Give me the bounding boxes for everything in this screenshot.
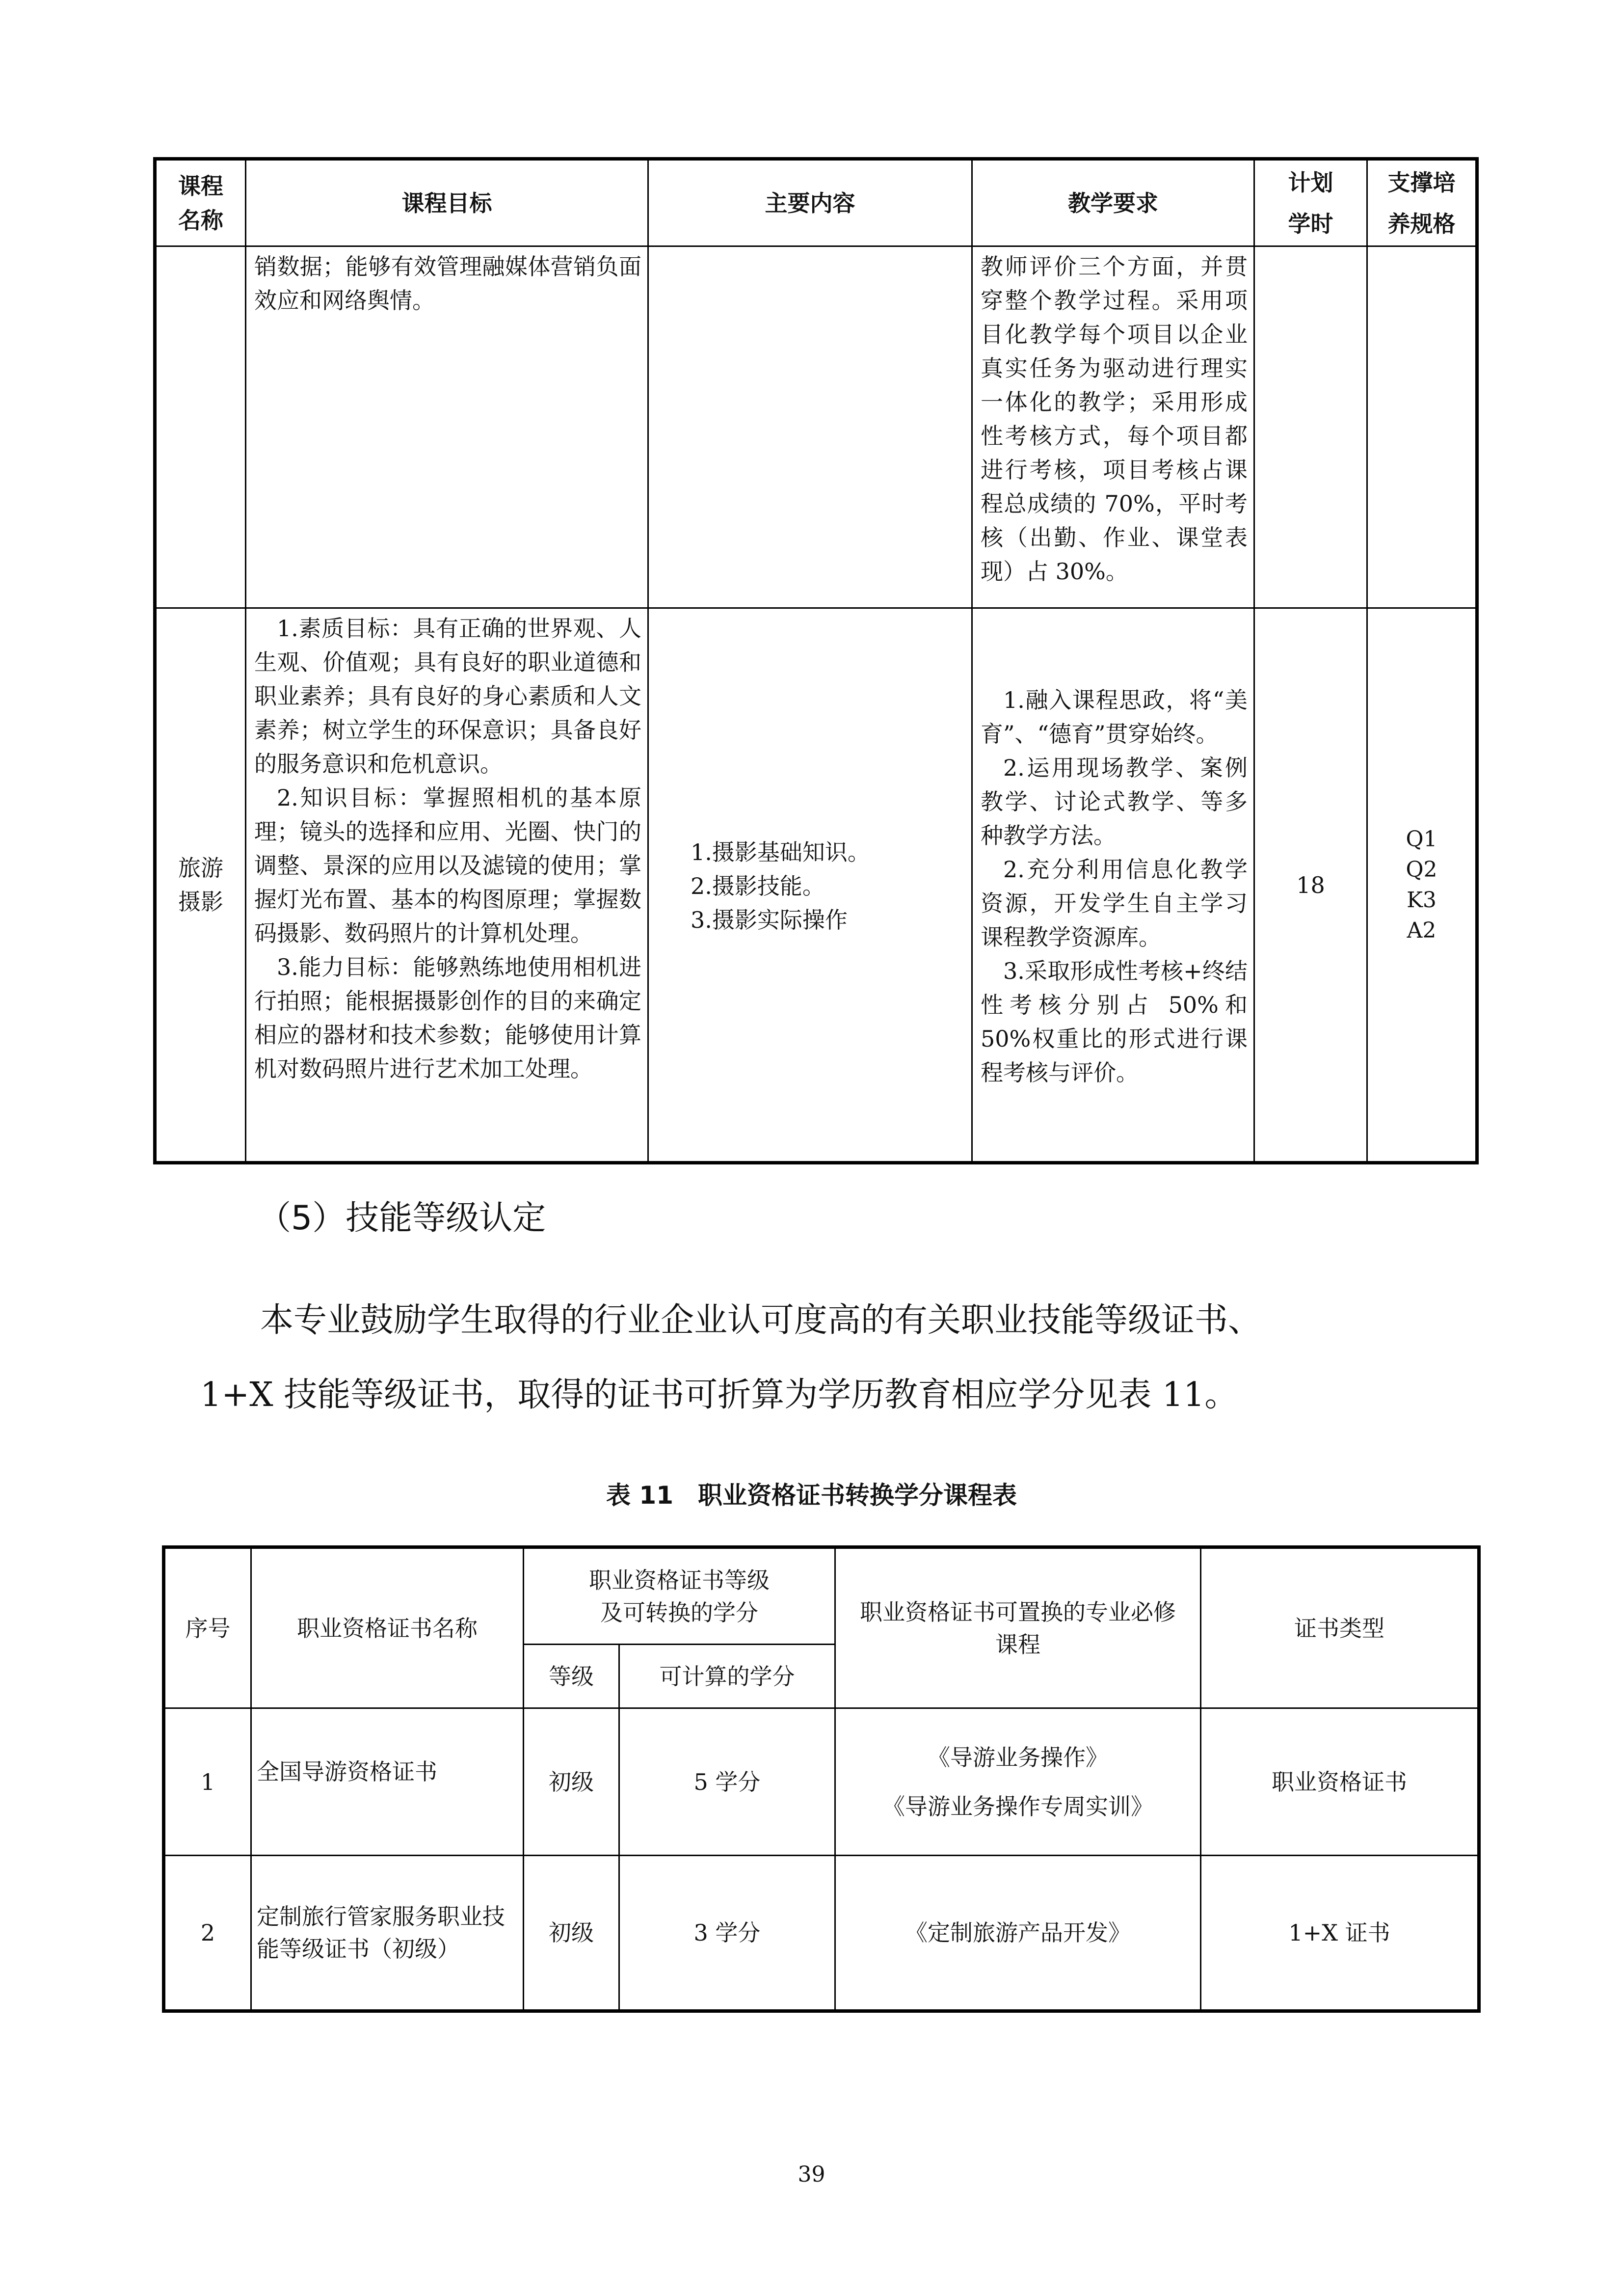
cert-type-cell: 1+X 证书 (1201, 1856, 1479, 2011)
content-item: 1.摄影基础知识。 (691, 839, 870, 865)
cert-name-cell: 全国导游资格证书 (251, 1708, 524, 1856)
teaching-requirement-cell: 教师评价三个方面，并贯穿整个教学过程。采用项目化教学每个项目以企业真实任务为驱动进行理实一体化的教学；采用形成性考核方式，每个项目都进行考核，项目考核占课程总成绩的 70%，平时考核（出勤、作业、课堂表现）占 30%。 (972, 246, 1254, 608)
header-course-goal: 课程目标 (246, 159, 648, 246)
course-name-cell: 旅游 摄影 (155, 608, 246, 1163)
course-table-header-row (155, 159, 1477, 246)
courses-cell (835, 1856, 1201, 2011)
goal-quality: 1.素质目标：具有正确的世界观、人生观、价值观；具有良好的职业道德和职业素养；具有良好的身心素质和人文素养；树立学生的环保意识；具备良好的服务意识和危机意识。 (254, 615, 641, 777)
table-row (155, 608, 1477, 1163)
course-item: 《定制旅游产品开发》 (905, 1919, 1131, 1946)
table-row (164, 1856, 1479, 2011)
content-item: 2.摄影技能。 (691, 873, 825, 899)
table-header-row (164, 1547, 1479, 1645)
header-teaching-requirement: 教学要求 (972, 159, 1254, 246)
content-item: 3.摄影实际操作 (691, 907, 848, 933)
header-replaceable-courses: 职业资格证书可置换的专业必修 课程 (835, 1547, 1201, 1708)
header-supported-spec: 支撑培 养规格 (1367, 159, 1477, 246)
main-content-cell (648, 608, 972, 1163)
spec-code: K3 (1407, 887, 1437, 913)
header-cert-type: 证书类型 (1201, 1547, 1479, 1708)
spec-code: Q1 (1406, 826, 1437, 852)
header-planned-hours: 计划 学时 (1254, 159, 1367, 246)
spec-code: A2 (1407, 918, 1437, 943)
body-paragraph-line: 本专业鼓励学生取得的行业企业认可度高的有关职业技能等级证书、 (260, 1301, 1262, 1340)
header-level: 等级 (524, 1645, 619, 1708)
course-goal-cell (246, 608, 648, 1163)
cert-name-cell: 定制旅行管家服务职业技能等级证书（初级） (251, 1856, 524, 2011)
credits-cell: 3 学分 (619, 1856, 835, 2011)
body-paragraph-line: 1+X 技能等级证书，取得的证书可折算为学历教育相应学分见表 11。 (200, 1376, 1238, 1414)
header-index: 序号 (164, 1547, 251, 1708)
table-row (164, 1708, 1479, 1856)
row-index: 1 (164, 1708, 251, 1856)
courses-cell (835, 1708, 1201, 1856)
table-row (155, 246, 1477, 608)
credits-cell: 5 学分 (619, 1708, 835, 1856)
level-cell: 初级 (524, 1856, 619, 2011)
requirement-item: 1.融入课程思政，将“美育”、“德育”贯穿始终。 (981, 686, 1248, 747)
goal-ability: 3.能力目标：能够熟练地使用相机进行拍照；能根据摄影创作的目的来确定相应的器材和技术参数；能够使用计算机对数码照片进行艺术加工处理。 (254, 954, 641, 1082)
section-heading: （5）技能等级认定 (258, 1199, 546, 1238)
planned-hours-cell: 18 (1254, 608, 1367, 1163)
header-course-name: 课程 名称 (155, 159, 246, 246)
level-cell: 初级 (524, 1708, 619, 1856)
header-level-group: 职业资格证书等级 及可转换的学分 (524, 1547, 835, 1645)
teaching-requirement-cell (972, 608, 1254, 1163)
course-item: 《导游业务操作》 (928, 1744, 1108, 1771)
supported-spec-cell (1367, 608, 1477, 1163)
header-cert-name: 职业资格证书名称 (251, 1547, 524, 1708)
course-item: 《导游业务操作专周实训》 (882, 1793, 1153, 1820)
row-index: 2 (164, 1856, 251, 2011)
cert-type-cell: 职业资格证书 (1201, 1708, 1479, 1856)
requirement-item: 3.采取形成性考核+终结性考核分别占 50%和 50%权重比的形式进行课程考核与评价。 (981, 957, 1248, 1086)
supported-spec-cell (1367, 246, 1477, 608)
requirement-item: 2.运用现场教学、案例教学、讨论式教学、等多种教学方法。 (981, 754, 1248, 849)
page-number: 39 (798, 2162, 825, 2187)
goal-knowledge: 2.知识目标：掌握照相机的基本原理；镜头的选择和应用、光圈、快门的调整、景深的应用以及滤镜的使用；掌握灯光布置、基本的构图原理；掌握数码摄影、数码照片的计算机处理。 (254, 784, 641, 946)
course-table (153, 157, 1479, 1164)
requirement-item: 2.充分利用信息化教学资源，开发学生自主学习课程教学资源库。 (981, 856, 1248, 950)
certificate-credit-table (162, 1545, 1481, 2013)
spec-code: Q2 (1406, 857, 1437, 882)
header-main-content: 主要内容 (648, 159, 972, 246)
main-content-cell (648, 246, 972, 608)
planned-hours-cell (1254, 246, 1367, 608)
table-caption: 表 11 职业资格证书转换学分课程表 (606, 1481, 1017, 1510)
course-name-cell (155, 246, 246, 608)
course-goal-cell: 销数据；能够有效管理融媒体营销负面效应和网络舆情。 (246, 246, 648, 608)
header-credits: 可计算的学分 (619, 1645, 835, 1708)
